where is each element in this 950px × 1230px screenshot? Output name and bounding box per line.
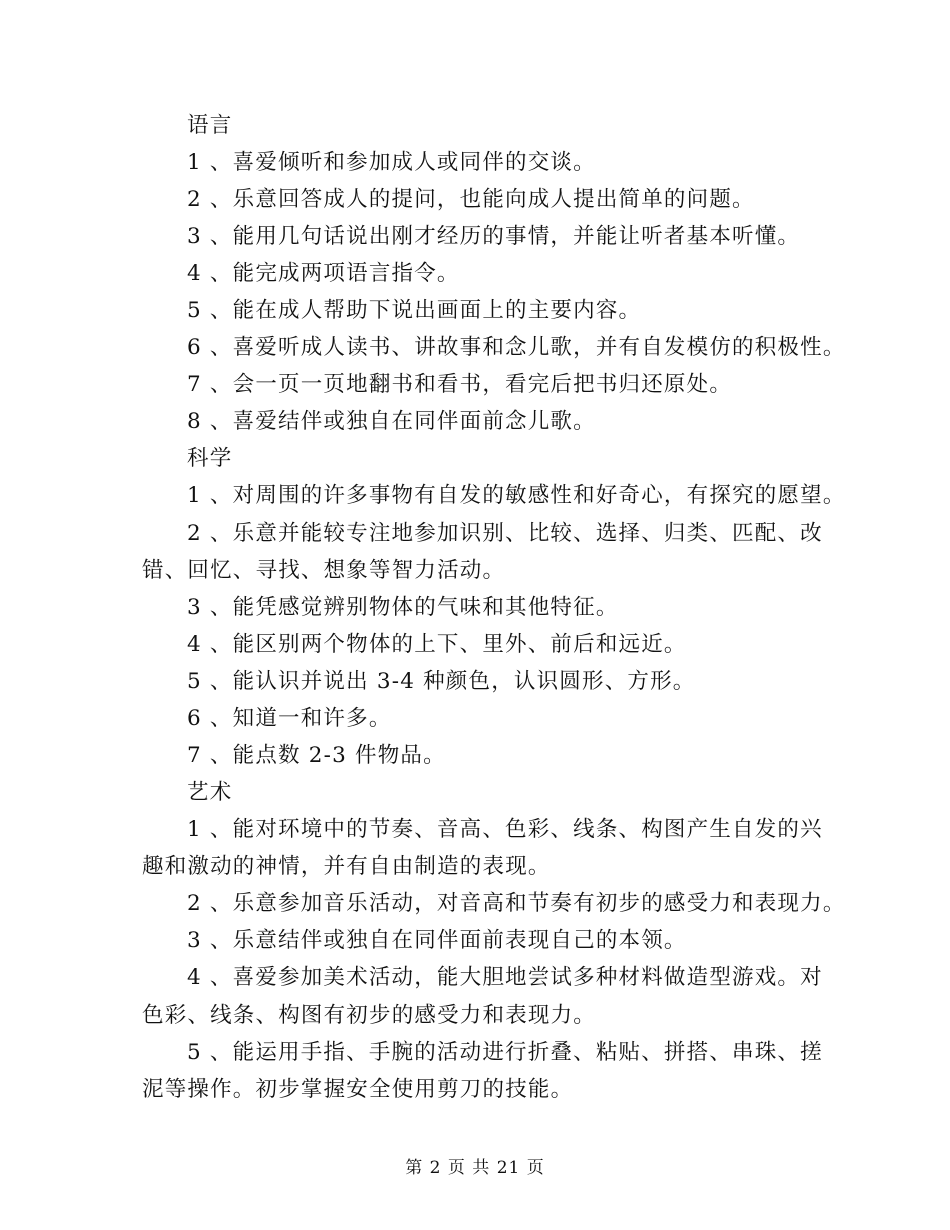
list-item-line: 2 、乐意并能较专注地参加识别、比较、选择、归类、匹配、改 — [187, 521, 823, 546]
list-item-line: 6 、知道一和许多。 — [187, 706, 392, 731]
list-item-line: 4 、能完成两项语言指令。 — [187, 261, 460, 286]
list-item-line: 1 、对周围的许多事物有自发的敏感性和好奇心，有探究的愿望。 — [187, 483, 846, 508]
paragraph-line: 错、回忆、寻找、想象等智力活动。 — [142, 558, 506, 583]
paragraph-line: 色彩、线条、构图有初步的感受力和表现力。 — [142, 1003, 597, 1028]
list-item-line: 2 、乐意参加音乐活动，对音高和节奏有初步的感受力和表现力。 — [187, 891, 846, 916]
paragraph-line: 泥等操作。初步掌握安全使用剪刀的技能。 — [142, 1077, 574, 1102]
section-heading: 艺术 — [187, 780, 233, 805]
list-item-line: 2 、乐意回答成人的提问，也能向成人提出简单的问题。 — [187, 187, 755, 212]
paragraph-line: 趣和激动的神情，并有自由制造的表现。 — [142, 854, 551, 879]
section-heading: 科学 — [187, 446, 233, 471]
list-item-line: 4 、喜爱参加美术活动，能大胆地尝试多种材料做造型游戏。对 — [187, 965, 823, 990]
list-item-line: 3 、能凭感觉辨别物体的气味和其他特征。 — [187, 595, 619, 620]
list-item-line: 7 、能点数 2-3 件物品。 — [187, 743, 446, 768]
page-footer: 第 2 页 共 21 页 — [405, 1158, 545, 1178]
list-item-line: 3 、乐意结伴或独自在同伴面前表现自己的本领。 — [187, 928, 687, 953]
list-item-line: 6 、喜爱听成人读书、讲故事和念儿歌，并有自发模仿的积极性。 — [187, 335, 846, 360]
list-item-line: 5 、能认识并说出 3-4 种颜色，认识圆形、方形。 — [187, 669, 696, 694]
list-item-line: 4 、能区别两个物体的上下、里外、前后和远近。 — [187, 632, 687, 657]
list-item-line: 5 、能在成人帮助下说出画面上的主要内容。 — [187, 298, 642, 323]
list-item-line: 7 、会一页一页地翻书和看书，看完后把书归还原处。 — [187, 372, 733, 397]
section-heading: 语言 — [187, 113, 233, 138]
list-item-line: 1 、能对环境中的节奏、音高、色彩、线条、构图产生自发的兴 — [187, 817, 823, 842]
list-item-line: 1 、喜爱倾听和参加成人或同伴的交谈。 — [187, 150, 596, 175]
list-item-line: 8 、喜爱结伴或独自在同伴面前念儿歌。 — [187, 409, 596, 434]
list-item-line: 5 、能运用手指、手腕的活动进行折叠、粘贴、拼搭、串珠、搓 — [187, 1040, 823, 1065]
list-item-line: 3 、能用几句话说出刚才经历的事情，并能让听者基本听懂。 — [187, 224, 801, 249]
